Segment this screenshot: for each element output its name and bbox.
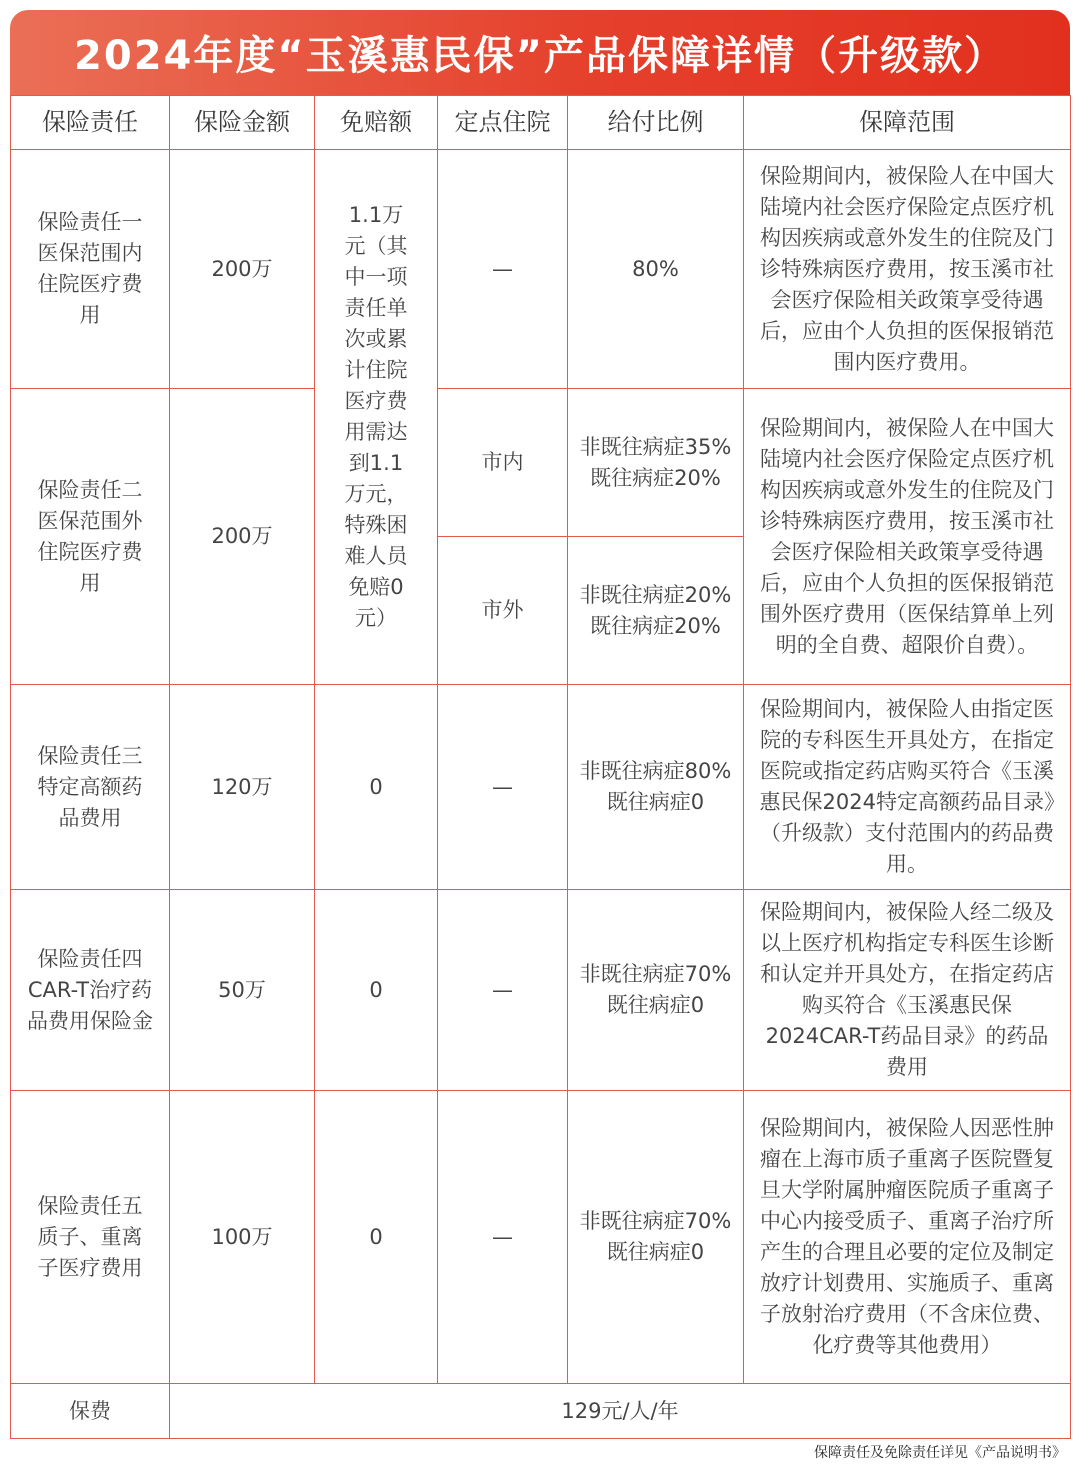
table-row [11, 1091, 1071, 1384]
ratio-preexisting: 既往病症0 [606, 1240, 705, 1264]
amount-cell: 50万 [170, 890, 315, 1091]
header-hospital: 定点住院 [438, 96, 568, 150]
deductible-cell: 0 [315, 685, 438, 890]
ratio-preexisting: 既往病症0 [606, 993, 705, 1017]
table-row [11, 150, 1071, 389]
coverage-table [10, 95, 1071, 1439]
duty-name: 保险责任四 [37, 946, 143, 971]
premium-value: 129元/人/年 [170, 1384, 1071, 1439]
ratio-non-preexisting: 非既往病症70% [579, 1209, 732, 1233]
title-banner [10, 10, 1070, 95]
page-title: 2024年度“玉溪惠民保”产品保障详情（升级款） [74, 33, 1006, 79]
scope-cell: 保险期间内，被保险人经二级及以上医疗机构指定专科医生诊断和认定并开具处方，在指定药店购买符合《玉溪惠民保2024CAR-T药品目录》的药品费用 [744, 890, 1071, 1091]
amount-cell: 200万 [170, 150, 315, 389]
header-amount: 保险金额 [170, 96, 315, 150]
duty-desc: 医保范围内住院医疗费用 [37, 241, 143, 327]
duty-cell [11, 389, 170, 685]
deductible-cell: 0 [315, 890, 438, 1091]
duty-cell [11, 685, 170, 890]
premium-row [11, 1384, 1071, 1439]
table-row [11, 685, 1071, 890]
amount-cell: 100万 [170, 1091, 315, 1384]
ratio-non-preexisting: 非既往病症35% [579, 434, 732, 459]
table-row [11, 389, 1071, 537]
duty-cell [11, 1091, 170, 1384]
ratio-cell [568, 890, 744, 1091]
hospital-cell: — [438, 890, 568, 1091]
duty-name: 保险责任三 [37, 743, 143, 768]
table-row [11, 890, 1071, 1091]
amount-cell: 200万 [170, 389, 315, 685]
hospital-cell: — [438, 685, 568, 890]
duty-desc: 医保范围外住院医疗费用 [37, 508, 143, 595]
header-ratio: 给付比例 [568, 96, 744, 150]
ratio-cell [568, 537, 744, 685]
hospital-cell: — [438, 1091, 568, 1384]
header-duty: 保险责任 [11, 96, 170, 150]
scope-cell: 保险期间内，被保险人在中国大陆境内社会医疗保险定点医疗机构因疾病或意外发生的住院及门诊特殊病医疗费用，按玉溪市社会医疗保险相关政策享受待遇后，应由个人负担的医保报销范围内医疗费用。 [744, 150, 1071, 389]
scope-cell: 保险期间内，被保险人由指定医院的专科医生开具处方，在指定医院或指定药店购买符合《玉溪惠民保2024特定高额药品目录》（升级款）支付范围内的药品费用。 [744, 685, 1071, 890]
duty-cell [11, 890, 170, 1091]
duty-desc: 质子、重离子医疗费用 [37, 1224, 143, 1280]
footnote: 保障责任及免除责任详见《产品说明书》 [814, 1445, 1066, 1461]
shared-deductible-cell: 1.1万元（其中一项责任单次或累计住院医疗费用需达到1.1万元，特殊困难人员免赔0元） [315, 150, 438, 685]
ratio-non-preexisting: 非既往病症70% [579, 962, 732, 986]
duty-desc: CAR-T治疗药品费用保险金 [27, 977, 153, 1033]
duty-name: 保险责任二 [37, 477, 143, 502]
hospital-cell: 市内 [438, 389, 568, 537]
ratio-non-preexisting: 非既往病症20% [579, 582, 732, 607]
ratio-cell [568, 1091, 744, 1384]
hospital-cell: — [438, 150, 568, 389]
scope-cell: 保险期间内，被保险人在中国大陆境内社会医疗保险定点医疗机构因疾病或意外发生的住院及门诊特殊病医疗费用，按玉溪市社会医疗保险相关政策享受待遇后，应由个人负担的医保报销范围外医疗费用（医保结算单上列明的全自费、超限价自费）。 [744, 389, 1071, 685]
header-row [11, 96, 1071, 150]
duty-desc: 特定高额药品费用 [37, 774, 143, 830]
ratio-non-preexisting: 非既往病症80% [579, 759, 732, 783]
ratio-cell: 80% [568, 150, 744, 389]
header-deductible: 免赔额 [315, 96, 438, 150]
duty-cell [11, 150, 170, 389]
ratio-cell [568, 685, 744, 890]
ratio-cell [568, 389, 744, 537]
premium-label: 保费 [11, 1384, 170, 1439]
duty-name: 保险责任一 [37, 210, 143, 234]
header-scope: 保障范围 [744, 96, 1071, 150]
ratio-preexisting: 既往病症20% [590, 613, 721, 638]
ratio-preexisting: 既往病症0 [606, 790, 705, 814]
deductible-cell: 0 [315, 1091, 438, 1384]
hospital-cell: 市外 [438, 537, 568, 685]
duty-name: 保险责任五 [37, 1193, 143, 1218]
amount-cell: 120万 [170, 685, 315, 890]
scope-cell: 保险期间内，被保险人因恶性肿瘤在上海市质子重离子医院暨复旦大学附属肿瘤医院质子重离子中心内接受质子、重离子治疗所产生的合理且必要的定位及制定放疗计划费用、实施质子、重离子放射治疗费用（不含床位费、化疗费等其他费用） [744, 1091, 1071, 1384]
ratio-preexisting: 既往病症20% [590, 465, 721, 490]
